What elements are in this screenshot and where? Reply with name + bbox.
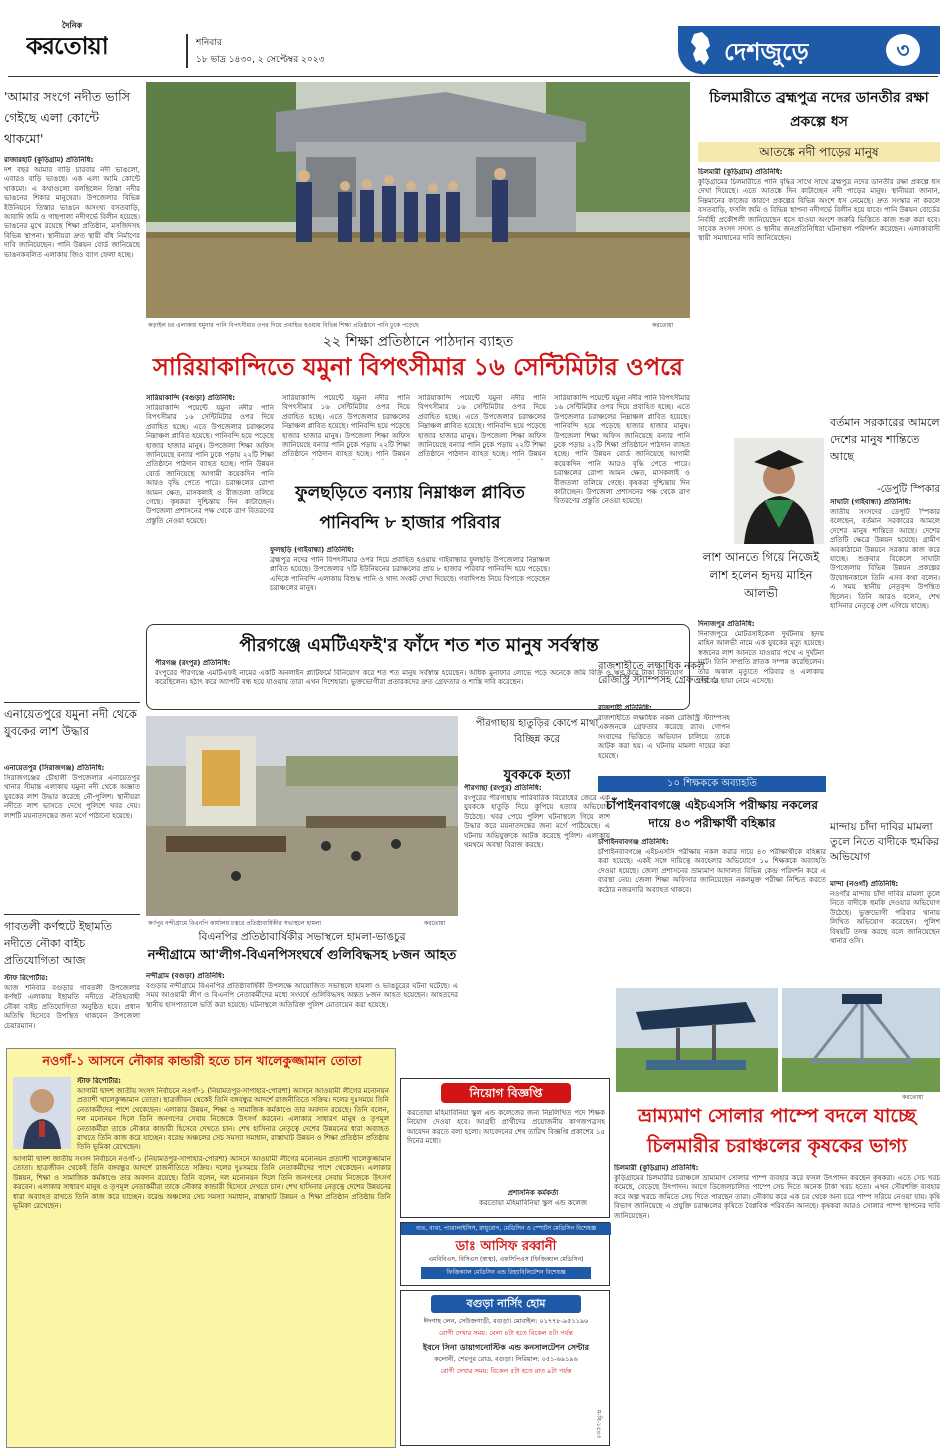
- phulchhari-body: ব্রহ্মপুত্র নদের পানি বিপৎসীমার ওপর দিয়ে প্রবাহিত হওয়ায় গাইবান্ধার ফুলছড়ি উপজেলার নিম্নাঞ্চল প্লাবিত হয়েছে। উপজেলার ৭টি ইউনিয়নের চরাঞ্চলের প্রায় ৮ হাজার পরিবার পানিবন্দি হয়ে পড়েছে। এদিকে পানিবন্দি এলাকায় বিশুদ্ধ পানি ও খাদ্য সংকট দেখা দিয়েছে। গবাদিপশু নিয়ে বিপাকে পড়েছেন চরাঞ্চলের মানুষ।: [270, 556, 550, 593]
- left-column: [4, 82, 140, 1030]
- nandigram-headline: নন্দীগ্রামে আ'লীগ-বিএনপিসংঘর্ষে গুলিবিদ্ধসহ ৮জন আহত: [147, 948, 457, 963]
- masthead-rule: [8, 76, 938, 77]
- graduate-headline: লাশ আনতে গিয়ে নিজেই লাশ হলেন হৃদয় মাহিন আলভী: [702, 550, 820, 600]
- logo: করতোয়া: [26, 31, 108, 60]
- rajshahi-byline: রাজশাহী প্রতিনিধি:: [598, 704, 652, 712]
- doctor-specialty: ফিজিক্যাল মেডিসিন এন্ড রিহ্যাবিলিটেশন বিশেষজ্ঞ: [421, 1267, 591, 1279]
- nandigram-body: বগুড়ার নন্দীগ্রামে বিএনপির প্রতিষ্ঠাবার্ষিকী উপলক্ষে আয়োজিত সভাস্থলে হামলা ও ভাঙচুরের ঘটনা ঘটেছে। এ সময় আওয়ামী লীগ ও বিএনপি নেতাকর্মীদের মধ্যে সংঘর্ষে গুলিবিদ্ধসহ অন্তত ৮জন আহত হয়েছেন। আহতদের স্থানীয় হাসপাতালে ভর্তি করা হয়েছে। ঘটনাস্থলে অতিরিক্ত পুলিশ মোতায়েন করা হয়েছে।: [146, 982, 458, 1009]
- diagnostic-address: কলোনী, শেরপুর রোড, বগুড়া। সিরিয়াল: ০৫১-৬৯১৯৬: [434, 1355, 578, 1363]
- shanti-headline: বর্তমান সরকারের আমলে দেশের মানুষ শান্তিতে আছে: [830, 416, 940, 463]
- pirganj-body: রংপুরের পীরগঞ্জে এমটিএফই নামের একটি অনলাইন প্ল্যাটফর্মে বিনিয়োগ করে শত শত মানুষ সর্বস্বান্ত হয়েছেন। অধিক মুনাফার লোভে পড়ে অনেকে জমি বিক্রি ও ঋণ করে টাকা বিনিয়োগ করেছিলেন। হঠাৎ করে অ্যাপটি বন্ধ হয়ে যাওয়ায় তারা এখন দিশেহারা। ভুক্তভোগীরা প্রতারকদের দ্রুত গ্রেফতার ও শাস্তি দাবি করেছেন।: [155, 669, 683, 687]
- phulchhari-headline: ফুলছড়িতে বন্যায় নিম্নাঞ্চল প্লাবিত পানিবন্দি ৮ হাজার পরিবার: [295, 483, 525, 533]
- chilmari-story: [698, 82, 940, 412]
- candidate-portrait: [13, 1077, 71, 1149]
- chilmari-kicker: আতঙ্কে নদী পাড়ের মানুষ: [698, 142, 940, 162]
- manda-byline: মান্দা (নওগাঁ) প্রতিনিধি:: [830, 880, 899, 888]
- shanti-body: জাতীয় সংসদের ডেপুটি স্পিকার বলেছেন, বর্তমান সরকারের আমলে দেশের মানুষ শান্তিতে আছে। দেশের প্রতিটি ক্ষেত্রে উন্নয়ন হয়েছে। গ্রামীণ অবকাঠামো উন্নয়নে সরকার কাজ করে যাচ্ছে। শুক্রবার বিকেলে সাঘাটা উপজেলায় বিভিন্ন উন্নয়ন প্রকল্পের উদ্বোধনকালে তিনি এসব কথা বলেন। এ সময় স্থানীয় নেতৃবৃন্দ উপস্থিত ছিলেন। তিনি আরও বলেন, শেখ হাসিনার নেতৃত্বে দেশ এগিয়ে যাচ্ছে।: [830, 508, 940, 611]
- page-number: ৩: [886, 34, 920, 66]
- hammer-story: [464, 716, 610, 1056]
- naogaon-box: [6, 1048, 396, 1448]
- footer-code: ম-বি-১৫৪৩: [595, 1410, 602, 1439]
- phulchhari-byline: ফুলছড়ি (গাইবান্ধা) প্রতিনিধি:: [270, 546, 354, 554]
- nursing-home-address: ঈদগাহ লেন, সেউজগাড়ী, বগুড়া। মোবাইল: ০১৭৭৮-৯৫১১৯৬: [423, 1317, 589, 1325]
- masthead-divider: [186, 34, 188, 68]
- graduate-byline: দিনাজপুর প্রতিনিধি:: [698, 620, 755, 628]
- doctor-ad: [400, 1222, 610, 1286]
- nandigram-kicker: বিএনপির প্রতিষ্ঠাবার্ষিকীর সভাস্থলে হামলা-ভাঙচুর: [198, 931, 406, 943]
- hammer-headline: যুবককে হত্যা: [503, 768, 571, 783]
- clash-photo-credit: করতোয়া: [424, 920, 446, 927]
- chapai-byline: চাঁপাইনবাবগঞ্জ প্রতিনিধি:: [598, 838, 669, 846]
- rajshahi-headline: রাজশাহীতে লক্ষাধিক নকল রেজিস্ট্রি স্ট্যাম্পসহ গ্রেফতার ১: [598, 661, 719, 686]
- photo-credit: করতোয়া: [652, 322, 674, 329]
- bangladesh-map-icon: [690, 32, 712, 66]
- doctor-name: ডাঃ আসিফ রব্বানী: [455, 1239, 557, 1254]
- nursing-home-ad: [400, 1290, 610, 1446]
- shanti-byline: সাঘাটা (গাইবান্ধা) প্রতিনিধি:: [830, 498, 912, 506]
- hammer-byline: পীরগাছা (রংপুর) প্রতিনিধি:: [464, 784, 542, 792]
- masthead: [0, 0, 945, 80]
- main-body-col4: সারিয়াকান্দি পয়েন্টে যমুনা নদীর পানি বিপৎসীমার ১৬ সেন্টিমিটার ওপর দিয়ে প্রবাহিত হচ্ছে। এতে উপজেলার চরাঞ্চলের নিম্নাঞ্চল প্লাবিত হয়েছে। পানিবন্দি হয়ে পড়েছে হাজার হাজার মানুষ। উপজেলা শিক্ষা অফিস জানিয়েছে বন্যার পানি ঢুকে পড়ায় ২২টি শিক্ষা প্রতিষ্ঠানে পাঠদান ব্যাহত হচ্ছে। পানি উন্নয়ন বোর্ড জানিয়েছে আগামী কয়েকদিন পানি আরও বৃদ্ধি পেতে পারে। চরাঞ্চলের রোপা আমন ক্ষেত, মাসকলাই ও বীজতলা তলিয়ে গেছে। কৃষকরা দুশ্চিন্তায় দিন কাটাচ্ছেন। উপজেলা প্রশাসনের পক্ষ থেকে ত্রাণ বিতরণের প্রস্তুতি নেওয়া হয়েছে।: [554, 394, 690, 506]
- graduate-portrait: [734, 438, 824, 544]
- solar-byline: চিলমারী (কুড়িগ্রাম) প্রতিনিধি:: [614, 1164, 699, 1172]
- niyog-box: [400, 1078, 610, 1218]
- diagnostic-timing: রোগী দেখার সময়: বিকেল ৫টা হতে রাত ৯টা পর্যন্ত: [440, 1367, 572, 1375]
- solar-body: কুড়িগ্রামের চিলমারীর চরাঞ্চলে ভ্রাম্যমাণ সোলার পাম্প ব্যবহার করে ফসল উৎপাদন করছেন কৃষকরা। এতে সেচ খরচ কমেছে, বেড়েছে উৎপাদন। আগে ডিজেলচালিত পাম্পে সেচ দিতে অনেক টাকা খরচ হতো। এখন সৌরশক্তি ব্যবহার করে অল্প খরচে জমিতে সেচ দিতে পারছেন তারা। নৌকায় করে এক চর থেকে অন্য চরে পাম্প সরিয়ে নেওয়া যায়। কৃষি বিভাগ জানিয়েছে এ প্রযুক্তি চরাঞ্চলের কৃষিতে বৈপ্লবিক পরিবর্তন আনছে। কৃষকরা আরও সোলার পাম্প স্থাপনের দাবি জানিয়েছেন।: [614, 1174, 940, 1220]
- manda-headline: মান্দায় চাঁদা দাবির মামলা তুলে নিতে বাদীকে হুমকির অভিযোগ: [830, 821, 939, 863]
- pirganj-byline: পীরগঞ্জ (রংপুর) প্রতিনিধি:: [155, 659, 231, 667]
- story2-body: সিরাজগঞ্জের চৌহালী উপজেলার এনায়েতপুর থানার সীমান্ত এলাকায় যমুনা নদী থেকে অজ্ঞাত যুবকের লাশ উদ্ধার করেছে নৌ-পুলিশ। স্থানীয়রা নদীতে লাশ ভাসতে দেখে পুলিশে খবর দেয়। লাশটি ময়নাতদন্তের জন্য মর্গে পাঠানো হয়েছে।: [4, 774, 140, 820]
- solar-pump-photo-2: [782, 988, 940, 1092]
- naogaon-body: আগামী দ্বাদশ জাতীয় সংসদ নির্বাচনে নওগাঁ-১ (নিয়ামতপুর-সাপাহার-পোরশা) আসনে আওয়ামী লীগের মনোনয়ন প্রত্যাশী খালেকুজ্জামান তোতা। ছাত্রজীবন থেকেই তিনি বঙ্গবন্ধুর আদর্শে রাজনীতিতে সক্রিয়। দলের দুঃসময়ে তিনি নেতাকর্মীদের পাশে থেকেছেন। এলাকার উন্নয়ন, শিক্ষা ও সামাজিক কর্মকাণ্ডে তার অবদান রয়েছে। তিনি বলেন, দল মনোনয়ন দিলে তিনি জনগণের সেবায় নিজেকে উৎসর্গ করবেন। এলাকার সাধারণ মানুষ ও তৃণমূল নেতাকর্মীরা তাকে নৌকার কান্ডারী হিসেবে দেখতে চান। শেখ হাসিনার নেতৃত্বে দেশের উন্নয়নের ধারা অব্যাহত রাখতে তিনি কাজ করে যাচ্ছেন। বরেন্দ্র অঞ্চলের সেচ সমস্যা সমাধান, রাস্তাঘাট উন্নয়ন ও শিক্ষা প্রতিষ্ঠান প্রতিষ্ঠায় তিনি ভূমিকা রেখেছেন।: [77, 1087, 389, 1152]
- chapai-kicker: ১০ শিক্ষককে অব্যাহতি: [598, 776, 826, 792]
- solar-pump-photo-1: [616, 988, 778, 1092]
- naogaon-byline: স্টাফ রিপোর্টার:: [77, 1077, 121, 1085]
- solar-headline-2: চিলমারীর চরাঞ্চলের কৃষকের ভাগ্য: [647, 1135, 907, 1157]
- main-headline: সারিয়াকান্দিতে যমুনা বিপৎসীমার ১৬ সেন্টিমিটার ওপরে: [152, 352, 684, 381]
- rajshahi-body: রাজশাহীতে লক্ষাধিক নকল রেজিস্ট্রি স্ট্যাম্পসহ একজনকে গ্রেফতার করেছে র‍্যাব। গোপন সংবাদের ভিত্তিতে অভিযান চালিয়ে তাকে আটক করা হয়। এ ঘটনায় মামলা দায়ের করা হয়েছে।: [598, 714, 730, 760]
- main-body-col3: সারিয়াকান্দি পয়েন্টে যমুনা নদীর পানি বিপৎসীমার ১৬ সেন্টিমিটার ওপর দিয়ে প্রবাহিত হচ্ছে। এতে উপজেলার চরাঞ্চলের নিম্নাঞ্চল প্লাবিত হয়েছে। পানিবন্দি হয়ে পড়েছে হাজার হাজার মানুষ। উপজেলা শিক্ষা অফিস জানিয়েছে বন্যার পানি ঢুকে পড়ায় ২২টি শিক্ষা প্রতিষ্ঠানে পাঠদান ব্যাহত হচ্ছে। পানি উন্নয়ন: [418, 394, 546, 459]
- manda-body: নওগাঁর মান্দায় চাঁদা দাবির মামলা তুলে নিতে বাদীকে হুমকি দেওয়ার অভিযোগ উঠেছে। ভুক্তভোগী পরিবার থানায় লিখিত অভিযোগ করেছেন। পুলিশ বিষয়টি তদন্ত করছে বলে জানিয়েছেন থানার ওসি।: [830, 890, 940, 946]
- naogaon-body-cont: আগামী দ্বাদশ জাতীয় সংসদ নির্বাচনে নওগাঁ-১ (নিয়ামতপুর-সাপাহার-পোরশা) আসনে আওয়ামী লীগের মনোনয়ন প্রত্যাশী খালেকুজ্জামান তোতা। ছাত্রজীবন থেকেই তিনি বঙ্গবন্ধুর আদর্শে রাজনীতিতে সক্রিয়। দলের দুঃসময়ে তিনি নেতাকর্মীদের পাশে থেকেছেন। এলাকার উন্নয়ন, শিক্ষা ও সামাজিক কর্মকাণ্ডে তার অবদান রয়েছে। তিনি বলেন, দল মনোনয়ন দিলে তিনি জনগণের সেবায় নিজেকে উৎসর্গ করবেন। এলাকার সাধারণ মানুষ ও তৃণমূল নেতাকর্মীরা তাকে নৌকার কান্ডারী হিসেবে দেখতে চান। শেখ হাসিনার নেতৃত্বে দেশের উন্নয়নের ধারা অব্যাহত রাখতে তিনি কাজ করে যাচ্ছেন। বরেন্দ্র অঞ্চলের সেচ সমস্যা সমাধান, রাস্তাঘাট উন্নয়ন ও শিক্ষা প্রতিষ্ঠান প্রতিষ্ঠায় তিনি ভূমিকা রেখেছেন।: [13, 1155, 391, 1211]
- shanti-attribution: -ডেপুটি স্পিকার: [877, 484, 940, 495]
- divider: [4, 702, 140, 703]
- nursing-home-timing: রোগী দেখার সময়: বেলা ৪টা হতে বিকেল ৫টা পর্যন্ত: [439, 1329, 573, 1337]
- main-body-col1: সারিয়াকান্দি পয়েন্টে যমুনা নদীর পানি বিপৎসীমার ১৬ সেন্টিমিটার ওপর দিয়ে প্রবাহিত হচ্ছে। এতে উপজেলার চরাঞ্চলের নিম্নাঞ্চল প্লাবিত হয়েছে। পানিবন্দি হয়ে পড়েছে হাজার হাজার মানুষ। উপজেলা শিক্ষা অফিস জানিয়েছে বন্যার পানি ঢুকে পড়ায় ২২টি শিক্ষা প্রতিষ্ঠানে পাঠদান ব্যাহত হচ্ছে। পানি উন্নয়ন বোর্ড জানিয়েছে আগামী কয়েকদিন পানি আরও বৃদ্ধি পেতে পারে। চরাঞ্চলের রোপা আমন ক্ষেত, মাসকলাই ও বীজতলা তলিয়ে গেছে। কৃষকরা দুশ্চিন্তায় দিন কাটাচ্ছেন। উপজেলা প্রশাসনের পক্ষ থেকে ত্রাণ বিতরণের প্রস্তুতি নেওয়া হয়েছে।: [146, 404, 274, 525]
- ad-top: বাত, ব্যথা, প্যারালাইসিস, স্নায়ুরোগ, মেডিসিন ও স্পোর্টস মেডিসিন বিশেষজ্ঞ: [401, 1223, 611, 1235]
- hammer-kicker: পীরগাছায় হাতুড়ির কোপে মাথা বিচ্ছিন্ন করে: [475, 718, 599, 745]
- rajshahi-story: [598, 660, 730, 770]
- niyog-org: করতোয়া মহিমাবিনিয়া স্কুল এন্ড কলেজ: [479, 1199, 587, 1207]
- chilmari-headline: চিলমারীতে ব্রহ্মপুত্র নদের ডানতীর রক্ষা প্রকল্পে ধস: [709, 90, 929, 130]
- diagnostic-center: ইবনে সিনা ডায়াগনোস্টিক এন্ড কনসালটেশন সেন্টার: [422, 1343, 590, 1352]
- chapai-headline: চাঁপাইনবাবগঞ্জে এইচএসসি পরীক্ষায় নকলের দায়ে ৪৩ পরীক্ষার্থী বহিষ্কার: [606, 798, 818, 830]
- pirganj-headline: পীরগঞ্জে এমটিএফই'র ফাঁদে শত শত মানুষ সর্বস্বান্ত: [239, 635, 599, 656]
- masthead-day: শনিবার: [196, 38, 222, 48]
- story3-byline: স্টাফ রিপোর্টার:: [4, 974, 48, 982]
- clash-photo-caption: কর্ণপুর নন্দীগ্রামে বিএনপি কার্যালয় চত্বরে প্রতিষ্ঠাবার্ষিকীর সভাস্থলে হামলা: [148, 920, 322, 927]
- main-kicker: ২২ শিক্ষা প্রতিষ্ঠানে পাঠদান ব্যাহত: [322, 334, 514, 350]
- nandigram-byline: নন্দীগ্রাম (বগুড়া) প্রতিনিধি:: [146, 972, 225, 980]
- story1-body: দশ বছর আমার বাড়ি চারবার নদী ভাঙলো, এবারও বাড়ি ভাঙছে। এক এলা আমি কোন্টে থাকমো। এ কথাগুলো বলছিলেন তিস্তা নদীর ভাঙনের শিকার মানুষেরা। উপজেলার বিভিন্ন ইউনিয়নে তিস্তার ভাঙনে অসংখ্য বসতবাড়ি, আবাদি জমি ও গাছপালা নদীগর্ভে বিলীন হয়েছে। ভাঙনের মুখে রয়েছে শিক্ষা প্রতিষ্ঠান, মসজিদসহ বিভিন্ন স্থাপনা। স্থানীয়রা দ্রুত স্থায়ী বাঁধ নির্মাণের দাবি জানিয়েছেন। পানি উন্নয়ন বোর্ড জানিয়েছে ভাঙনকবলিত এলাকায় জিও ব্যাগ ফেলা হচ্ছে।: [4, 166, 140, 259]
- main-byline: সারিয়াকান্দি (বগুড়া) প্রতিনিধি:: [146, 394, 235, 402]
- manda-story: [830, 820, 940, 996]
- phulchhari-story: [270, 476, 550, 616]
- logo-top: দৈনিক: [62, 21, 83, 30]
- main-body-col2: সারিয়াকান্দি পয়েন্টে যমুনা নদীর পানি বিপৎসীমার ১৬ সেন্টিমিটার ওপর দিয়ে প্রবাহিত হচ্ছে। এতে উপজেলার চরাঞ্চলের নিম্নাঞ্চল প্লাবিত হয়েছে। পানিবন্দি হয়ে পড়েছে হাজার হাজার মানুষ। উপজেলা শিক্ষা অফিস জানিয়েছে বন্যার পানি ঢুকে পড়ায় ২২টি শিক্ষা প্রতিষ্ঠানে পাঠদান ব্যাহত হচ্ছে। পানি উন্নয়ন: [282, 394, 410, 459]
- solar-story: [614, 1098, 940, 1448]
- chapai-body: চাঁপাইনবাবগঞ্জে এইচএসসি পরীক্ষায় নকল করার দায়ে ৪৩ পরীক্ষার্থীকে বহিষ্কার করা হয়েছে। একই সঙ্গে দায়িত্বে অবহেলার অভিযোগে ১০ শিক্ষককে অব্যাহতি দেওয়া হয়েছে। জেলা প্রশাসনের ভ্রাম্যমাণ আদালত বিভিন্ন কেন্দ্র পরিদর্শন করে এ ব্যবস্থা নেয়। জেলা শিক্ষা অফিসার জানিয়েছেন নকলমুক্ত পরীক্ষা নিশ্চিত করতে কঠোর নজরদারি অব্যাহত থাকবে।: [598, 848, 826, 894]
- chilmari-body: কুড়িগ্রামের চিলমারীতে পানি বৃদ্ধির সাথে সাথে ব্রহ্মপুত্র নদের ডানতীর রক্ষা প্রকল্পে ধস দেখা দিয়েছে। এতে আতঙ্কে দিন কাটাচ্ছেন নদী পাড়ের মানুষ। স্থানীয়রা জানান, নিম্নমানের কাজের কারণে প্রকল্পের বিভিন্ন অংশে ধস নেমেছে। দ্রুত সংস্কার না করলে বসতবাড়ি, ফসলি জমি ও বিভিন্ন স্থাপনা নদীগর্ভে বিলীন হয়ে যাবে। পানি উন্নয়ন বোর্ডের নির্বাহী প্রকৌশলী জানিয়েছেন ধসে যাওয়া অংশে জরুরি ভিত্তিতে কাজ শুরু করা হবে। সাবেক সংসদ সদস্য ও স্থানীয় জনপ্রতিনিধিরা ঘটনাস্থল পরিদর্শন করেছেন। এলাকাবাসী স্থায়ী সমাধানের দাবি জানিয়েছেন।: [698, 178, 940, 243]
- story3-body: আজ শনিবার বগুড়ার গাবতলী উপজেলার কর্ণহুট এলাকায় ইছামতি নদীতে ঐতিহ্যবাহী নৌকা বাইচ প্রতিযোগিতা অনুষ্ঠিত হবে। প্রধান অতিথি হিসেবে উপস্থিত থাকবেন উপজেলা চেয়ারম্যান।: [4, 984, 140, 1030]
- niyog-signatory: প্রশাসনিক কর্মকর্তা: [507, 1189, 559, 1197]
- nandigram-story: [146, 928, 458, 1068]
- solar-headline-1: ভ্রাম্যমাণ সোলার পাম্পে বদলে যাচ্ছে: [638, 1105, 916, 1127]
- chapai-story: [598, 776, 826, 986]
- solar-photo-credit: করতোয়া: [902, 1094, 924, 1101]
- masthead-date: ১৮ ভাদ্র ১৪৩০, ২ সেপ্টেম্বর ২০২৩: [196, 55, 325, 65]
- photo-caption: কড়াইল চর এলাকায় যমুনার পানি বিপৎসীমার ওপর দিয়ে প্রবাহিত হওয়ায় বিভিন্ন শিক্ষা প্রতিষ্ঠানে পানি ঢুকে পড়েছে: [148, 322, 419, 329]
- story2-byline: এনায়েতপুর (সিরাজগঞ্জ) প্রতিনিধি:: [4, 764, 105, 772]
- story1-byline: রাজারহাট (কুড়িগ্রাম) প্রতিনিধি:: [4, 156, 94, 164]
- story3-headline: গাবতলী কর্ণহুটে ইছামতি নদীতে নৌকা বাইচ প্রতিযোগিতা আজ: [4, 920, 112, 967]
- nursing-home-title: বগুড়া নার্সিং হোম: [431, 1295, 581, 1313]
- divider: [4, 914, 140, 915]
- section-banner: [678, 26, 940, 74]
- flood-school-photo: [146, 82, 690, 318]
- niyog-title: নিয়োগ বিজ্ঞপ্তি: [441, 1083, 571, 1103]
- doctor-degrees: এমবিবিএস, বিসিএস (স্বাস্থ্য), এফসিপিএস (ফিজিক্যাল মেডিসিন): [428, 1256, 584, 1263]
- niyog-body: করতোয়া মহিমাবিনিয়া স্কুল এন্ড কলেজের জন্য নিম্নলিখিত পদে শিক্ষক নিয়োগ দেওয়া হবে। আগ্রহী প্রার্থীদের প্রয়োজনীয় কাগজপত্রসহ আবেদন করতে বলা হলো। আবেদনের শেষ তারিখ বিজ্ঞপ্তি প্রকাশের ১৫ দিনের মধ্যে।: [407, 1109, 605, 1146]
- clash-photo: [146, 716, 458, 916]
- chilmari-byline: চিলমারী (কুড়িগ্রাম) প্রতিনিধি:: [698, 168, 783, 176]
- section-title: দেশজুড়ে: [724, 37, 809, 66]
- naogaon-headline: নওগাঁ-১ আসনে নৌকার কান্ডারী হতে চান খালেকুজ্জামান তোতা: [42, 1053, 362, 1068]
- shanti-story: [830, 414, 940, 814]
- hammer-body: রংপুরের পীরগাছায় পারিবারিক বিরোধের জেরে এক যুবককে হাতুড়ি দিয়ে কুপিয়ে হত্যার অভিযোগ উঠেছে। খবর পেয়ে পুলিশ ঘটনাস্থলে গিয়ে লাশ উদ্ধার করে ময়নাতদন্তের জন্য মর্গে পাঠিয়েছে। এ ঘটনায় অভিযুক্তকে আটক করেছে পুলিশ। এলাকায় থমথমে অবস্থা বিরাজ করছে।: [464, 794, 610, 850]
- story2-headline: এনায়েতপুরে যমুনা নদী থেকে যুবকের লাশ উদ্ধার: [4, 707, 137, 738]
- graduate-body: দিনাজপুরে মোটরসাইকেল দুর্ঘটনায় হৃদয় মাহিন আলভী নামে এক যুবকের মৃত্যু হয়েছে। স্বজনের লাশ আনতে যাওয়ার পথে এ দুর্ঘটনা ঘটে। তিনি সম্প্রতি স্নাতক সম্পন্ন করেছিলেন। তার অকাল মৃত্যুতে পরিবার ও এলাকায় শোকের ছায়া নেমে এসেছে।: [698, 630, 824, 686]
- story1-headline: 'আমার সংগে নদীত ভাসি গেইছে এলা কোন্টে থাকমো': [4, 89, 130, 146]
